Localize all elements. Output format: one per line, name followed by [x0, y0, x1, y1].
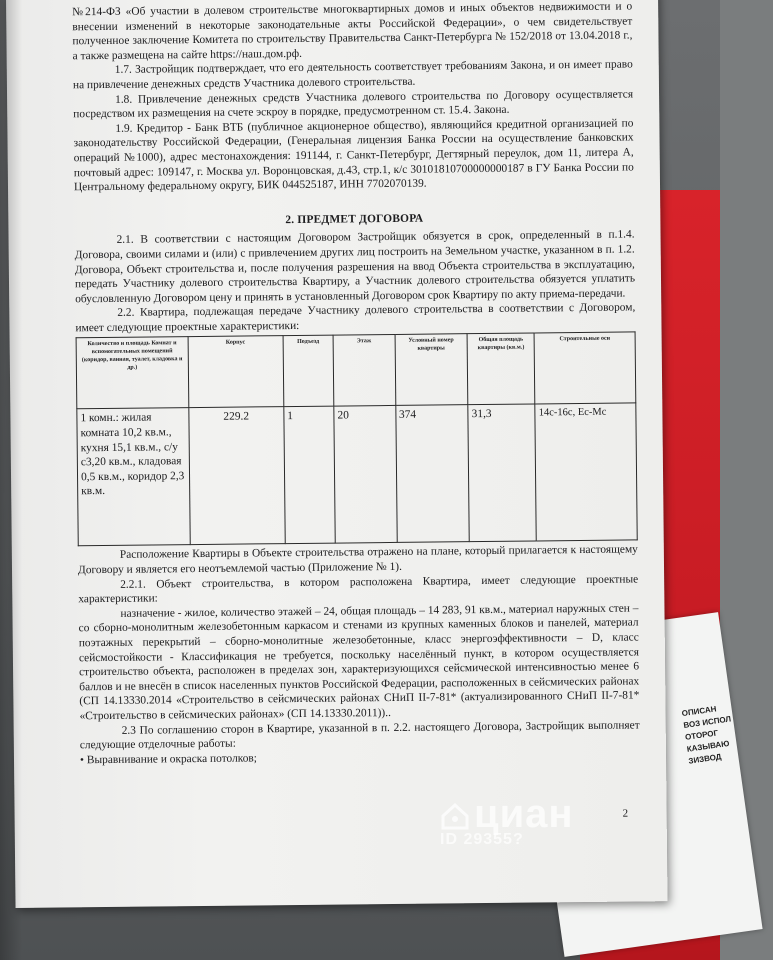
list-item-finishing: • Выравнивание и окраска потолков;	[79, 752, 257, 767]
bg-line: ВОЗ ИСПОЛ	[682, 714, 732, 731]
paragraph-2-2-1: 2.2.1. Объект строительства, в котором расположена Квартира, имеет следующие проектные характеристики:	[78, 573, 639, 606]
table-cell: 14с-16с, Ес-Мс	[535, 403, 637, 541]
bg-line: ОТОРОГ	[684, 728, 719, 742]
table-header: Этаж	[333, 335, 395, 407]
table-cell: 1	[284, 407, 336, 545]
paragraph-building-specs: назначение - жилое, количество этажей – 24, общая площадь – 14 283, 91 кв.м., материал наружных стен – со сборно-монолитным железобетонным каркасом и стенами из крупных каменных блоков и панелей, материал поэтажных перекрытий – сборно-монолитные железобетонные, класс энергоэффективности – D, класс сейсмостойкости - Классификация не требуется, поскольку населённый пункт, в котором осуществляется строительство объекта, расположен в пределах зон, характеризующихся сейсмической интенсивностью менее 6 баллов и не внесён в список населенных пунктов Российской Федерации, расположенных в сейсмических районах (СП 14.13330.2014 «Строительство в сейсмических районах СНиП II-7-81* (актуализированного СНиП II-7-81* «Строительство в сейсмических районах» (СП 14.13330.2011))..	[78, 602, 640, 723]
paragraph-2-2: 2.2. Квартира, подлежащая передаче Участнику долевого строительства в соответствии с Договором, имеет следующие проектные характеристики:	[75, 301, 636, 335]
table-header: Подъезд	[283, 336, 334, 408]
edge-shadow	[0, 0, 22, 960]
bg-line: ЗИЗВОД	[687, 752, 722, 766]
table-cell: 1 комн.: жилая комната 10,2 кв.м., кухня 15,1 кв.м., с/у с3,20 кв.м., кладовая 0,5 кв.м., коридор 2,3 кв.м.	[77, 408, 190, 546]
table-cell: 374	[395, 405, 469, 543]
contract-text	[72, 0, 640, 768]
paragraph-2-3: 2.3 По соглашению сторон в Квартире, указанной в п. 2.2. настоящего Договора, Застройщик выполняет следующие отделочные работы:	[79, 718, 640, 752]
table-header: Условный номер квартиры	[395, 334, 468, 406]
watermark-id: ID 29355?	[440, 831, 524, 848]
paragraph-1-7: 1.7. Застройщик подтверждает, что его деятельность соответствует требованиям Закона, и он имеет право на привлечение денежных средств Участника долевого строительства.	[72, 58, 633, 92]
table-row	[77, 403, 637, 546]
background-sheet-text	[681, 700, 749, 768]
table-header: Корпус	[188, 336, 284, 408]
bg-line: КАЗЫВАЮ	[686, 738, 730, 754]
table-header: Строительные оси	[534, 332, 635, 404]
contract-page	[6, 0, 668, 908]
table-cell: 31,3	[468, 404, 537, 542]
paragraph-2-1: 2.1. В соответствии с настоящим Договором Застройщик обязуется в срок, определенный в п.1.4. Договора, своими силами и (или) с привлечением других лиц построить на Земельном участке, указанном в п. 1.2. Договора, Объект строительства и, после получения разрешения на ввод Объекта строительства в эксплуатацию, передать Участнику долевого строительства Квартиру, а Участник долевого строительства обязуется уплатить обусловленную Договором цену и принять в установленный Договором срок Квартиру по акту приема-передачи.	[74, 228, 636, 305]
table-header: Количество и площадь Комнат и вспомогательных помещений (коридор, ванная, туалет, кладовка и др.)	[76, 337, 189, 409]
table-cell: 229.2	[189, 407, 285, 545]
section-title: 2. ПРЕДМЕТ ДОГОВОРА	[285, 212, 424, 226]
table-cell: 20	[334, 406, 397, 544]
paragraph-1-9: 1.9. Кредитор - Банк ВТБ (публичное акционерное общество), являющийся кредитной организацией по законодательству Российской Федерации, (Генеральная лицензия Банка России на осуществление банковских операций №1000), адрес местонахождения: 191144, г. Санкт-Петербург, Дегтярный переулок, дом 11, литера А, почтовый адрес: 109147, г. Москва ул. Воронцовская, д.43, стр.1, к/с 30101810700000000187 в ГУ Банка России по Центральному федеральному округу, БИК 044525187, ИНН 7702070139.	[73, 117, 634, 194]
bg-line: ОПИСАН	[681, 704, 717, 719]
table-header-row	[76, 332, 636, 409]
apartment-spec-table	[76, 332, 638, 547]
paragraph-1-8: 1.8. Привлечение денежных средств Участника долевого строительства по Договору осуществляется посредством их размещения на счете эскроу в порядке, предусмотренном ст. 15.4. Закона.	[73, 88, 634, 121]
paragraph-intro: №214-ФЗ «Об участии в долевом строительстве многоквартирных домов и иных объектов недвижимости и о внесении изменений в некоторые законодательные акты Российской Федерации», о чем свидетельствует полученное заключение Комитета по строительству Правительства Санкт-Петербурга № 152/2018 от 13.04.2018 г., а также размещена на сайте https://наш.дом.рф.	[72, 0, 633, 63]
watermark-logo-text: циан	[474, 792, 574, 836]
table-header: Общая площадь квартиры (кв.м.)	[467, 333, 535, 405]
page-number: 2	[622, 807, 629, 820]
paragraph-location: Расположение Квартиры в Объекте строительства отражено на плане, который прилагается к настоящему Договору и является его неотъемлемой частью (Приложение № 1).	[77, 543, 638, 577]
house-logo-icon	[440, 801, 470, 831]
cian-watermark	[440, 792, 574, 849]
